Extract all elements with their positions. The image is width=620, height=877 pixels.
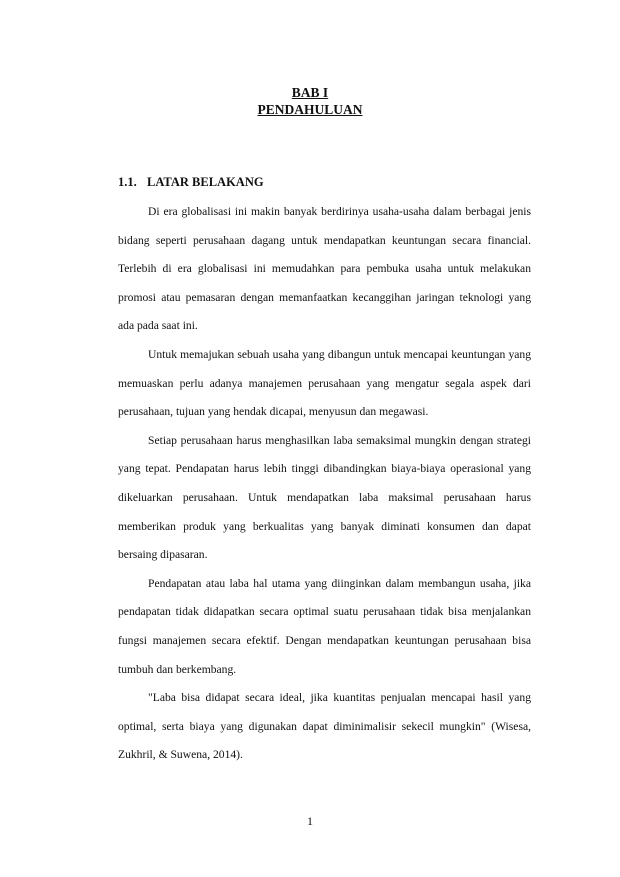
paragraph: Pendapatan atau laba hal utama yang diinginkan dalam membangun usaha, jika pendapatan tidak didapatkan secara optimal suatu perusahaan tidak bisa menjalankan fungsi manajemen secara efektif. Dengan mendapatkan keuntungan perusahaan bisa tumbuh dan berkembang. xyxy=(118,576,531,676)
page-number: 1 xyxy=(307,814,313,828)
body-text xyxy=(118,198,531,770)
chapter-number: BAB I xyxy=(291,85,329,100)
section-heading xyxy=(118,174,264,190)
paragraph: Untuk memajukan sebuah usaha yang dibangun untuk mencapai keuntungan yang memuaskan perlu adanya manajemen perusahaan yang mengatur segala aspek dari perusahaan, tujuan yang hendak dicapai, menyusun dan megawasi. xyxy=(118,347,531,419)
paragraph: "Laba bisa didapat secara ideal, jika kuantitas penjualan mencapai hasil yang optimal, serta biaya yang digunakan dapat diminimalisir sekecil mungkin" (Wisesa, Zukhril, & Suwena, 2014). xyxy=(118,691,531,762)
paragraph: Setiap perusahaan harus menghasilkan laba semaksimal mungkin dengan strategi yang tepat. Pendapatan harus lebih tinggi dibandingkan biaya-biaya operasional yang dikeluarkan perusahaan. Untuk mendapatkan laba maksimal perusahaan harus memberikan produk yang berkualitas yang banyak diminati konsumen dan dapat bersaing dipasaran. xyxy=(118,433,531,562)
section-title: LATAR BELAKANG xyxy=(147,175,264,189)
section-number: 1.1. xyxy=(118,175,137,189)
paragraph: Di era globalisasi ini makin banyak berdirinya usaha-usaha dalam berbagai jenis bidang seperti perusahaan dagang untuk mendapatkan keuntungan secara financial. Terlebih di era globalisasi ini memudahkan para pembuka usaha untuk melakukan promosi atau pemasaran dengan memanfaatkan kecanggihan jaringan teknologi yang ada pada saat ini. xyxy=(118,205,531,333)
chapter-name: PENDAHULUAN xyxy=(257,102,363,117)
chapter-title xyxy=(0,84,620,118)
